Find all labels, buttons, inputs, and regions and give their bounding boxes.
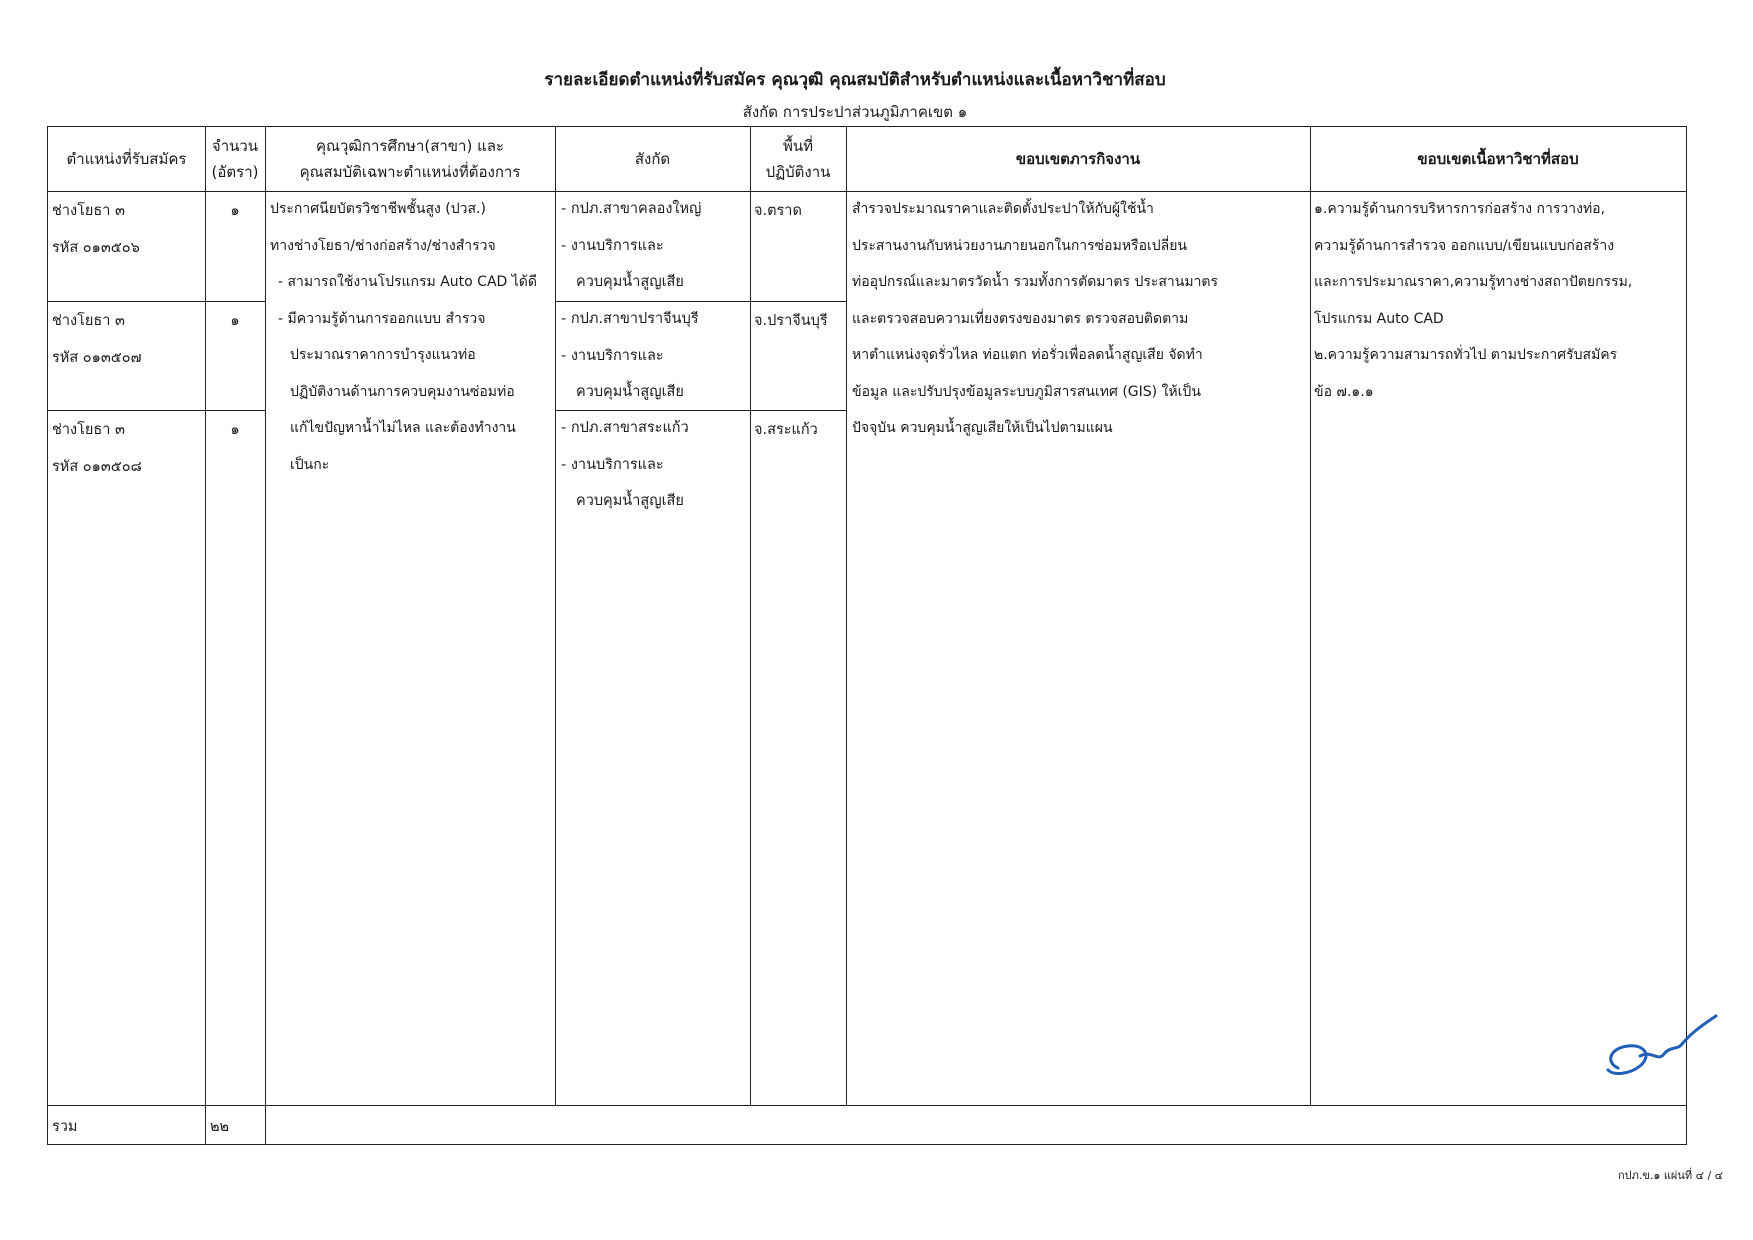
header-qualification [265,127,555,191]
column-divider [1310,127,1311,1105]
header-area [750,127,846,191]
position-title: ช่างโยธา ๓ [52,203,125,219]
position-code: รหัส ๐๑๓๕๐๘ [52,459,142,475]
header-qualification-line1: คุณวุฒิการศึกษา(สาขา) และ [315,137,505,155]
column-divider [555,127,556,1105]
header-count-line1: จำนวน [211,137,259,155]
affiliation-line: - งานบริการและ [561,347,664,364]
position-code: รหัส ๐๑๓๕๐๖ [52,240,140,256]
total-label: รวม [52,1119,78,1135]
qualification-line: ประมาณราคาการบำรุงแนวท่อ [290,347,476,363]
position-title: ช่างโยธา ๓ [52,422,125,438]
exam-line: ๑.ความรู้ด้านการบริหารการก่อสร้าง การวางท่อ, [1314,201,1606,217]
scope-line: ท่ออุปกรณ์และมาตรวัดน้ำ รวมทั้งการตัดมาตร ประสานมาตร [852,274,1219,290]
header-count-line2: (อัตรา) [211,163,259,181]
column-divider [265,127,266,1144]
total-row-divider [48,1105,1686,1106]
scope-line: ปัจจุบัน ควบคุมน้ำสูญเสียให้เป็นไปตามแผน [852,420,1113,436]
header-area-line1: พื้นที่ [782,137,814,155]
scope-line: ประสานงานกับหน่วยงานภายนอกในการซ่อมหรือเปลี่ยน [852,237,1187,254]
position-code: รหัส ๐๑๓๕๐๗ [52,350,142,366]
work-area: จ.ปราจีนบุรี [754,313,828,329]
scope-line: ข้อมูล และปรับปรุงข้อมูลระบบภูมิสารสนเทศ (GIS) ให้เป็น [852,383,1201,400]
position-count: ๑ [230,203,240,219]
affiliation-cell [561,191,701,301]
row-divider [48,301,265,302]
header-area-line2: ปฏิบัติงาน [765,163,831,181]
exam-line: ๒.ความรู้ความสามารถทั่วไป ตามประกาศรับสมัคร [1314,347,1618,363]
header-scope: ขอบเขตภารกิจงาน [1015,150,1141,168]
qualification-line: ประกาศนียบัตรวิชาชีพชั้นสูง (ปวส.) [270,201,486,217]
document-subtitle: สังกัด การประปาส่วนภูมิภาคเขต ๑ [742,103,968,121]
column-divider [750,127,751,1105]
page-footer: กปภ.ข.๑ แผ่นที่ ๔ / ๔ [1617,1169,1723,1182]
qualification-cell [270,191,537,483]
header-qualification-line2: คุณสมบัติเฉพาะตำแหน่งที่ต้องการ [299,163,521,181]
header-exam: ขอบเขตเนื้อหาวิชาที่สอบ [1417,150,1579,168]
document-title: รายละเอียดตำแหน่งที่รับสมัคร คุณวุฒิ คุณสมบัติสำหรับตำแหน่งและเนื้อหาวิชาที่สอบ [544,70,1166,90]
affiliation-line: ควบคุมน้ำสูญเสีย [576,274,684,290]
header-position: ตำแหน่งที่รับสมัคร [66,150,187,168]
scope-line: สำรวจประมาณราคาและติดตั้งประปาให้กับผู้ใช้น้ำ [852,201,1154,217]
affiliation-line: - กปภ.สาขาปราจีนบุรี [561,311,699,327]
header-affiliation: สังกัด [634,150,671,168]
exam-line: และการประมาณราคา,ความรู้ทางช่างสถาปัตยกรรม, [1314,274,1633,290]
header-count [205,127,265,191]
affiliation-line: - กปภ.สาขาสระแก้ว [561,420,689,436]
qualification-line: เป็นกะ [290,456,330,473]
total-value: ๒๒ [210,1119,230,1135]
affiliation-line: ควบคุมน้ำสูญเสีย [576,493,684,509]
qualification-line: แก้ไขปัญหาน้ำไม่ไหล และต้องทำงาน [290,420,516,436]
affiliation-cell [561,410,689,520]
affiliation-line: - งานบริการและ [561,237,664,254]
positions-table [47,126,1687,1145]
affiliation-line: - งานบริการและ [561,456,664,473]
column-divider [205,127,206,1144]
exam-line: โปรแกรม Auto CAD [1314,310,1444,327]
row-divider [48,410,265,411]
exam-cell [1314,191,1632,410]
affiliation-line: - กปภ.สาขาคลองใหญ่ [561,201,702,217]
qualification-line: ทางช่างโยธา/ช่างก่อสร้าง/ช่างสำรวจ [270,237,496,254]
signature-image [1600,1010,1720,1090]
affiliation-cell [561,301,699,411]
position-title: ช่างโยธา ๓ [52,313,125,329]
position-count: ๑ [230,313,240,329]
scope-line: หาตำแหน่งจุดรั่วไหล ท่อแตก ท่อรั่วเพื่อลดน้ำสูญเสีย จัดทำ [852,347,1203,363]
column-divider [846,127,847,1105]
exam-line: ข้อ ๗.๑.๑ [1314,383,1374,400]
position-count: ๑ [230,422,240,438]
affiliation-line: ควบคุมน้ำสูญเสีย [576,384,684,400]
work-area: จ.สระแก้ว [754,422,818,438]
work-area: จ.ตราด [754,203,802,219]
qualification-line: - มีความรู้ด้านการออกแบบ สำรวจ [278,310,486,327]
qualification-line: - สามารถใช้งานโปรแกรม Auto CAD ได้ดี [278,274,537,290]
scope-cell [852,191,1218,447]
exam-line: ความรู้ด้านการสำรวจ ออกแบบ/เขียนแบบก่อสร้าง [1314,237,1615,254]
scope-line: และตรวจสอบความเที่ยงตรงของมาตร ตรวจสอบติดตาม [852,310,1189,327]
qualification-line: ปฏิบัติงานด้านการควบคุมงานซ่อมท่อ [290,383,515,400]
